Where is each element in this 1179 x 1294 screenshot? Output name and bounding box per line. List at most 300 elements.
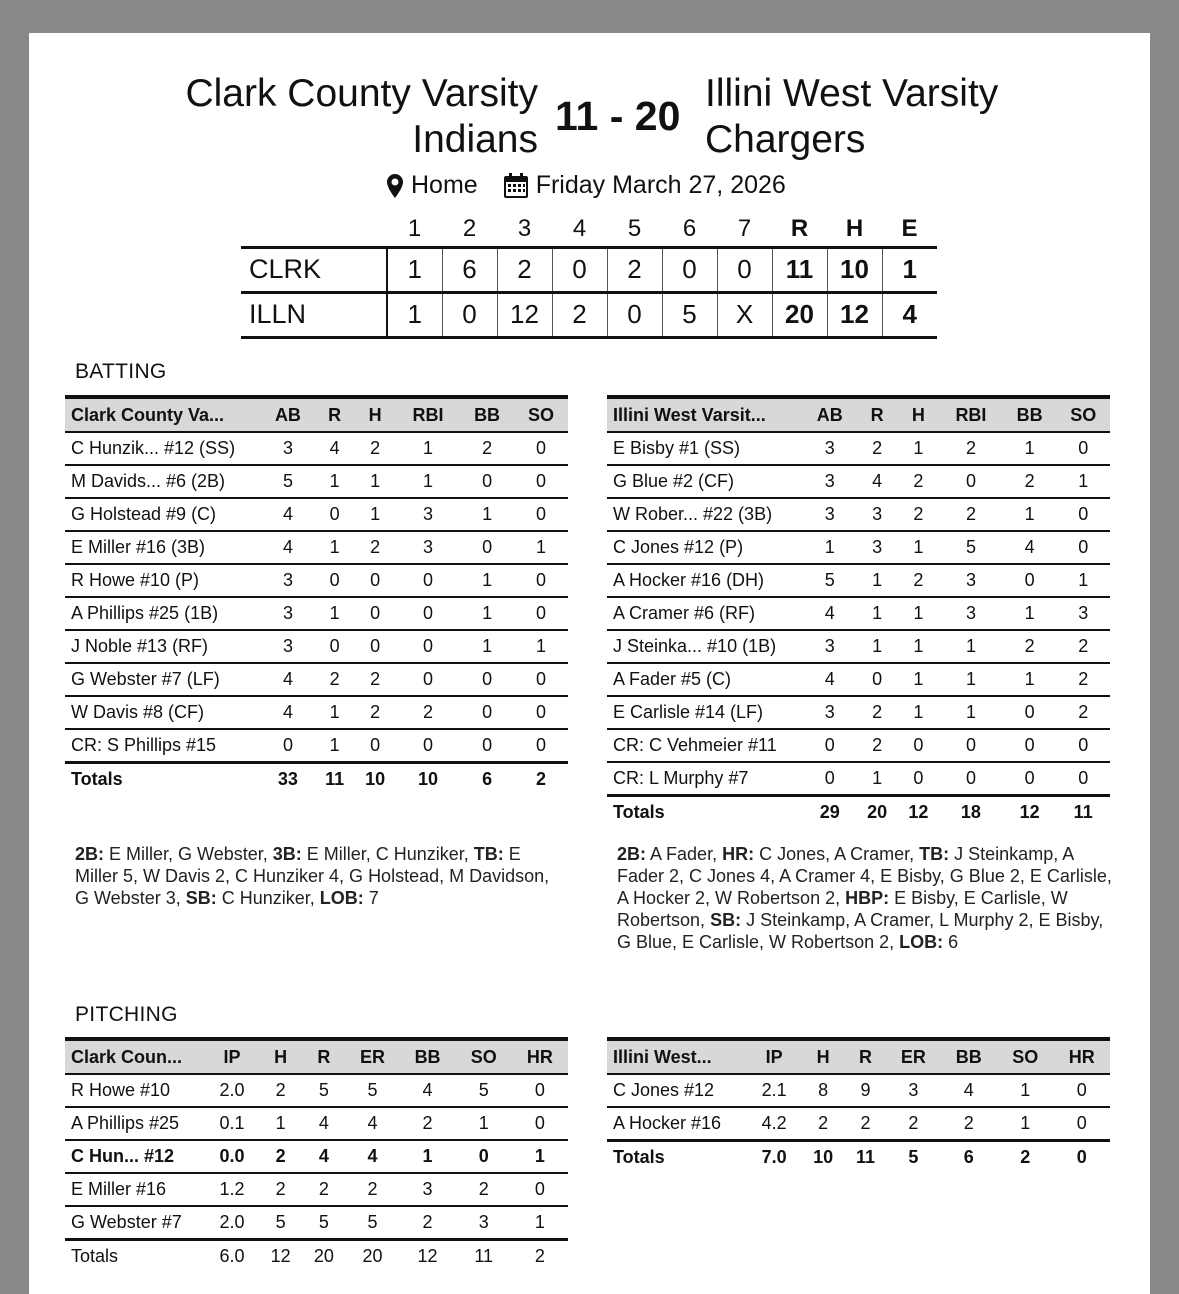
stat-value: 0 — [315, 564, 354, 597]
stat-value: 2 — [400, 1107, 456, 1140]
stat-value: 3 — [803, 498, 857, 531]
totals-value: 33 — [261, 762, 315, 795]
note-label: TB: — [919, 844, 950, 864]
player-row — [607, 696, 1110, 729]
totals-value: 11 — [456, 1239, 512, 1272]
totals-label: Totals — [607, 1140, 747, 1173]
stat-value: 2 — [259, 1173, 302, 1206]
player-row — [607, 1107, 1110, 1140]
totals-value: 2 — [997, 1140, 1054, 1173]
totals-value: 0 — [1053, 1140, 1110, 1173]
stat-column-header: BB — [400, 1039, 456, 1074]
stat-value: 2 — [354, 432, 396, 465]
stat-value: 4 — [1003, 531, 1057, 564]
stat-value: 1 — [460, 564, 514, 597]
player-name: J Steinka... #10 (1B) — [607, 630, 803, 663]
player-name: W Davis #8 (CF) — [65, 696, 261, 729]
stat-value: 0 — [422, 734, 433, 755]
totals-value: 7.0 — [747, 1140, 801, 1173]
totals-value: 18 — [939, 795, 1003, 828]
totals-value: 6.0 — [205, 1239, 259, 1272]
stat-value: 2 — [939, 498, 1003, 531]
player-name: E Miller #16 — [65, 1173, 205, 1206]
away-batting-notes — [75, 843, 565, 909]
player-name: A Phillips #25 — [65, 1107, 205, 1140]
stat-value: 2 — [259, 1074, 302, 1107]
player-row — [65, 1107, 568, 1140]
runs-header: R — [790, 215, 809, 243]
totals-value: 11 — [1056, 795, 1110, 828]
stat-value: 2 — [857, 729, 898, 762]
inning-runs: 0 — [552, 247, 607, 292]
player-row — [607, 531, 1110, 564]
stat-value: 1 — [315, 696, 354, 729]
stat-value: 2 — [818, 1112, 829, 1133]
home-team-name — [705, 71, 998, 163]
stat-value: 2.0 — [219, 1211, 245, 1232]
stat-value: 0 — [1056, 531, 1110, 564]
stat-column-header: AB — [261, 397, 315, 432]
stats-header — [607, 397, 1110, 432]
stat-column-header: HR — [1053, 1039, 1110, 1074]
stat-value: 1 — [259, 1107, 302, 1140]
line-score-row — [241, 247, 937, 292]
stat-value: 1 — [1056, 564, 1110, 597]
stat-value: 4 — [803, 663, 857, 696]
stat-value: 1 — [939, 663, 1003, 696]
stat-value: 2 — [354, 531, 396, 564]
player-row — [607, 465, 1110, 498]
stat-value: 3 — [803, 630, 857, 663]
note-label: TB: — [473, 844, 504, 864]
player-name: CR: S Phillips #15 — [71, 734, 217, 755]
game-meta — [387, 171, 786, 200]
player-row — [65, 663, 568, 696]
stat-value: 0.1 — [205, 1107, 259, 1140]
player-name: A Hocker #16 (DH) — [607, 564, 803, 597]
stat-value: 0 — [1078, 767, 1089, 788]
stat-value: 0 — [514, 465, 568, 498]
date-text: Friday March 27, 2026 — [535, 171, 786, 199]
totals-row — [607, 795, 1110, 828]
player-name: E Carlisle #14 (LF) — [607, 696, 803, 729]
stat-column-header: BB — [1003, 397, 1057, 432]
inning-runs: 0 — [717, 247, 772, 292]
player-name: G Holstead #9 (C) — [65, 498, 261, 531]
stat-value: 3 — [803, 465, 857, 498]
stat-value: 4 — [857, 465, 898, 498]
stat-value: 4 — [400, 1074, 456, 1107]
stat-value: 0 — [1003, 564, 1057, 597]
note-label: LOB: — [319, 888, 364, 908]
team-column-header: Clark County Va... — [65, 397, 261, 432]
totals-value: 11 — [315, 762, 354, 795]
away-team-name — [185, 71, 538, 163]
stat-column-header: HR — [512, 1039, 568, 1074]
note-text: E Miller, G Webster, — [104, 844, 273, 864]
stat-value: 1 — [400, 1140, 456, 1173]
stat-value: 0 — [857, 663, 898, 696]
stat-value: 0 — [1003, 729, 1057, 762]
player-name: J Noble #13 (RF) — [65, 630, 261, 663]
inning-runs: 2 — [552, 292, 607, 337]
stat-column-header: R — [845, 1039, 886, 1074]
stat-value: 2 — [1003, 630, 1057, 663]
stat-column-header: IP — [205, 1039, 259, 1074]
stat-value: 3 — [1056, 597, 1110, 630]
inning-runs: 5 — [662, 292, 717, 337]
inning-header: 7 — [737, 215, 752, 243]
player-row — [65, 1206, 568, 1239]
stat-value: 1 — [898, 432, 939, 465]
stat-value: 0 — [456, 1140, 512, 1173]
note-text: A Fader, — [646, 844, 723, 864]
stat-value: 1 — [857, 630, 898, 663]
stat-column-header: SO — [997, 1039, 1054, 1074]
player-row — [607, 663, 1110, 696]
stat-value: 0 — [460, 663, 514, 696]
stat-value: 2 — [315, 663, 354, 696]
totals-value: 6 — [941, 1140, 997, 1173]
stat-value: 1 — [329, 734, 340, 755]
inning-runs: 0 — [442, 292, 497, 337]
stat-value: 3 — [261, 597, 315, 630]
line-score-total: 12 — [827, 292, 882, 337]
stat-value: 3 — [478, 1211, 489, 1232]
totals-value: 5 — [886, 1140, 940, 1173]
stat-value: 1 — [898, 531, 939, 564]
stat-value: 2 — [1003, 465, 1057, 498]
player-name: R Howe #10 — [65, 1074, 205, 1107]
totals-value: 10 — [801, 1140, 845, 1173]
stat-value: 4 — [261, 696, 315, 729]
player-row — [607, 1074, 1110, 1107]
note-text: C Hunziker, — [216, 888, 320, 908]
stat-value: 1 — [872, 767, 883, 788]
stat-value: 2 — [460, 432, 514, 465]
stat-value: 3 — [396, 531, 460, 564]
stat-value: 0 — [396, 630, 460, 663]
stat-value: 1 — [898, 696, 939, 729]
stat-value: 1 — [939, 696, 1003, 729]
stat-value: 2 — [346, 1173, 400, 1206]
stat-value: 2.0 — [205, 1074, 259, 1107]
box-score-sheet — [29, 33, 1150, 1294]
note-label: SB: — [710, 910, 742, 930]
stat-value: 1.2 — [205, 1173, 259, 1206]
stat-value: 2 — [939, 432, 1003, 465]
stats-header-row — [65, 397, 568, 432]
totals-value: 2 — [514, 762, 568, 795]
stat-value: 2 — [422, 1211, 433, 1232]
stat-value: 0 — [1053, 1074, 1110, 1107]
player-row — [65, 465, 568, 498]
stat-value: 5 — [302, 1074, 345, 1107]
inning-header: 1 — [407, 215, 422, 243]
player-name: C Hun... #12 — [65, 1140, 205, 1173]
stat-value: 0 — [354, 597, 396, 630]
totals-value: 29 — [803, 795, 857, 828]
player-name: G Webster #7 — [71, 1211, 182, 1232]
note-label: 2B: — [617, 844, 647, 864]
stat-value: 3 — [939, 564, 1003, 597]
stat-value: 0 — [1056, 729, 1110, 762]
stat-value: 0 — [460, 531, 514, 564]
note-text: C Jones, A Cramer, — [754, 844, 920, 864]
line-score-row — [241, 292, 937, 337]
stat-value: 5 — [318, 1211, 329, 1232]
stat-value: 1 — [857, 564, 898, 597]
inning-runs: 0 — [662, 247, 717, 292]
stat-column-header: BB — [460, 397, 514, 432]
totals-row — [65, 1239, 568, 1272]
stats-header-row — [607, 397, 1110, 432]
stat-value: 1 — [396, 465, 460, 498]
stat-value: 5 — [346, 1074, 400, 1107]
stat-column-header: SO — [1056, 397, 1110, 432]
stat-value: 2 — [963, 1112, 974, 1133]
note-label: HBP: — [845, 888, 890, 908]
stat-value: 1 — [456, 1107, 512, 1140]
note-label: SB: — [185, 888, 217, 908]
stat-value: 0.0 — [205, 1140, 259, 1173]
stat-value: 2 — [354, 663, 396, 696]
stat-value: 4 — [261, 531, 315, 564]
stat-value: 0 — [354, 564, 396, 597]
away-team-line-1: Clark County Varsity — [185, 72, 538, 115]
stat-value: 4 — [346, 1140, 400, 1173]
player-row — [607, 564, 1110, 597]
stat-value: 2 — [1056, 663, 1110, 696]
stat-value: 0 — [803, 729, 857, 762]
stat-column-header: R — [315, 397, 354, 432]
stat-value: 1 — [857, 597, 898, 630]
player-name: M Davids... #6 (2B) — [65, 465, 261, 498]
stat-value: 1 — [534, 1211, 545, 1232]
stat-value: 3 — [939, 597, 1003, 630]
player-row — [65, 564, 568, 597]
stat-column-header: R — [302, 1039, 345, 1074]
stat-value: 4 — [941, 1074, 997, 1107]
stat-value: 1 — [315, 465, 354, 498]
note-label: LOB: — [899, 932, 944, 952]
note-text: 6 — [943, 932, 959, 952]
player-name: E Miller #16 (3B) — [65, 531, 261, 564]
note-text: J Steinkamp, A Fader 2, C Jones 4, A Cramer 4, E Bisby, G Blue 2, E Carlisle, A Hocker 2, W Robertson 2, — [617, 844, 1112, 908]
team-column-header: Illini West... — [607, 1039, 747, 1074]
stat-value: 0 — [1056, 432, 1110, 465]
stat-value: 0 — [282, 734, 293, 755]
stat-value: 5 — [261, 465, 315, 498]
stats-header — [65, 397, 568, 432]
stat-value: 2 — [302, 1173, 345, 1206]
totals-value: 20 — [346, 1239, 400, 1272]
player-row — [65, 531, 568, 564]
stat-column-header: AB — [803, 397, 857, 432]
line-score-team: ILLN — [241, 292, 387, 337]
line-score-header — [241, 213, 937, 247]
stat-value: 4 — [302, 1107, 345, 1140]
stat-value: 2 — [396, 696, 460, 729]
totals-value: 10 — [354, 762, 396, 795]
note-text: E Miller, C Hunziker, — [301, 844, 474, 864]
stat-value: 5 — [367, 1211, 378, 1232]
team-column-header: Clark Coun... — [65, 1039, 205, 1074]
stat-value: 0 — [396, 663, 460, 696]
line-score-table — [241, 213, 937, 339]
inning-runs: 12 — [497, 292, 552, 337]
stat-value: 1 — [1003, 663, 1057, 696]
home-batting-notes — [617, 843, 1117, 953]
hits-header: H — [845, 215, 864, 243]
stat-value: 2 — [898, 465, 939, 498]
stat-value: 5 — [939, 531, 1003, 564]
stat-value: 0 — [460, 696, 514, 729]
stat-value: 1 — [354, 498, 396, 531]
stat-value: 0 — [354, 630, 396, 663]
stat-value: 1 — [512, 1140, 568, 1173]
inning-header: 5 — [627, 215, 642, 243]
stat-value: 0 — [1003, 696, 1057, 729]
location-text: Home — [411, 171, 478, 199]
away-team-line-2: Indians — [412, 118, 538, 161]
totals-value: 20 — [857, 795, 898, 828]
stats-body — [65, 432, 568, 795]
stat-value: 0 — [1076, 1112, 1087, 1133]
stat-value: 4 — [346, 1107, 400, 1140]
stat-value: 9 — [845, 1074, 886, 1107]
stat-column-header: SO — [514, 397, 568, 432]
inning-runs: 1 — [387, 247, 442, 292]
stat-value: 5 — [803, 564, 857, 597]
stat-column-header: H — [801, 1039, 845, 1074]
totals-row — [65, 762, 568, 795]
totals-value: 11 — [845, 1140, 886, 1173]
stat-value: 1 — [315, 531, 354, 564]
inning-runs: 1 — [387, 292, 442, 337]
note-label: 2B: — [75, 844, 105, 864]
line-score-total: 11 — [772, 247, 827, 292]
line-score-total: 1 — [882, 247, 937, 292]
totals-label: Totals — [65, 1239, 205, 1272]
stat-value: 1 — [315, 597, 354, 630]
stat-value: 1 — [939, 630, 1003, 663]
note-text: J Steinkamp, A Cramer, L Murphy 2, E Bisby, G Blue, E Carlisle, W Robertson 2, — [617, 910, 1104, 952]
totals-value: 12 — [400, 1239, 456, 1272]
stat-value: 0 — [514, 663, 568, 696]
stat-value: 3 — [803, 696, 857, 729]
stat-value: 0 — [514, 696, 568, 729]
stat-column-header: H — [259, 1039, 302, 1074]
player-name: CR: L Murphy #7 — [613, 767, 749, 788]
inning-runs: 6 — [442, 247, 497, 292]
home-team-line-1: Illini West Varsity — [705, 72, 999, 115]
note-text: E Miller 5, W Davis 2, C Hunziker 4, G Holstead, M Davidson, G Webster 3, — [75, 844, 550, 908]
player-row — [65, 630, 568, 663]
note-label: HR: — [722, 844, 755, 864]
stat-value: 4 — [315, 432, 354, 465]
stat-value: 1 — [1003, 498, 1057, 531]
line-score-team: CLRK — [241, 247, 387, 292]
totals-value: 6 — [460, 762, 514, 795]
stat-value: 4 — [803, 597, 857, 630]
line-score-total: 20 — [772, 292, 827, 337]
stat-value: 0 — [514, 432, 568, 465]
errors-header: E — [901, 215, 918, 243]
stat-value: 2 — [908, 1112, 919, 1133]
stat-value: 1 — [1020, 1112, 1031, 1133]
stat-value: 1 — [460, 597, 514, 630]
map-pin-icon — [387, 174, 403, 198]
calendar-icon — [504, 173, 528, 198]
stat-column-header: IP — [747, 1039, 801, 1074]
stat-value: 2 — [857, 432, 898, 465]
stat-value: 4 — [261, 498, 315, 531]
stats-header — [607, 1039, 1110, 1074]
stat-value: 1 — [898, 597, 939, 630]
stat-column-header: BB — [941, 1039, 997, 1074]
player-row — [607, 432, 1110, 465]
note-text: E Bisby, E Carlisle, W Robertson, — [617, 888, 1068, 930]
stat-value: 3 — [261, 630, 315, 663]
stat-value: 2 — [354, 696, 396, 729]
stat-value: 0 — [315, 630, 354, 663]
stat-value: 2.1 — [747, 1074, 801, 1107]
stats-body — [607, 432, 1110, 828]
stat-value: 3 — [886, 1074, 940, 1107]
stat-value: 0 — [514, 498, 568, 531]
stat-column-header: R — [857, 397, 898, 432]
player-row — [65, 729, 568, 762]
note-label: 3B: — [272, 844, 302, 864]
stat-value: 0 — [315, 498, 354, 531]
stat-value: 5 — [275, 1211, 286, 1232]
player-row — [607, 729, 1110, 762]
stat-value: 0 — [913, 767, 924, 788]
stat-value: 5 — [456, 1074, 512, 1107]
note-text: 7 — [363, 888, 379, 908]
player-name: A Phillips #25 (1B) — [65, 597, 261, 630]
player-name: G Webster #7 (LF) — [65, 663, 261, 696]
player-row — [65, 1074, 568, 1107]
stat-value: 3 — [803, 432, 857, 465]
pitching-title: PITCHING — [75, 1003, 178, 1026]
stat-value: 1 — [1056, 465, 1110, 498]
totals-value: 12 — [259, 1239, 302, 1272]
player-name: A Fader #5 (C) — [607, 663, 803, 696]
stat-value: 0 — [898, 729, 939, 762]
stat-value: 3 — [261, 564, 315, 597]
stat-value: 1 — [803, 531, 857, 564]
player-name: C Jones #12 (P) — [607, 531, 803, 564]
stat-value: 0 — [1024, 767, 1035, 788]
stat-value: 0 — [939, 465, 1003, 498]
player-row — [65, 597, 568, 630]
player-name: C Hunzik... #12 (SS) — [65, 432, 261, 465]
inning-runs: X — [717, 292, 772, 337]
stats-header-row — [65, 1039, 568, 1074]
stat-value: 1 — [514, 531, 568, 564]
stat-value: 1 — [396, 432, 460, 465]
stat-value: 1 — [514, 630, 568, 663]
stat-value: 1 — [898, 663, 939, 696]
stat-value: 0 — [514, 597, 568, 630]
player-name: C Jones #12 — [607, 1074, 747, 1107]
stats-header-row — [607, 1039, 1110, 1074]
player-row — [607, 597, 1110, 630]
stat-column-header: ER — [886, 1039, 940, 1074]
stat-column-header: H — [898, 397, 939, 432]
